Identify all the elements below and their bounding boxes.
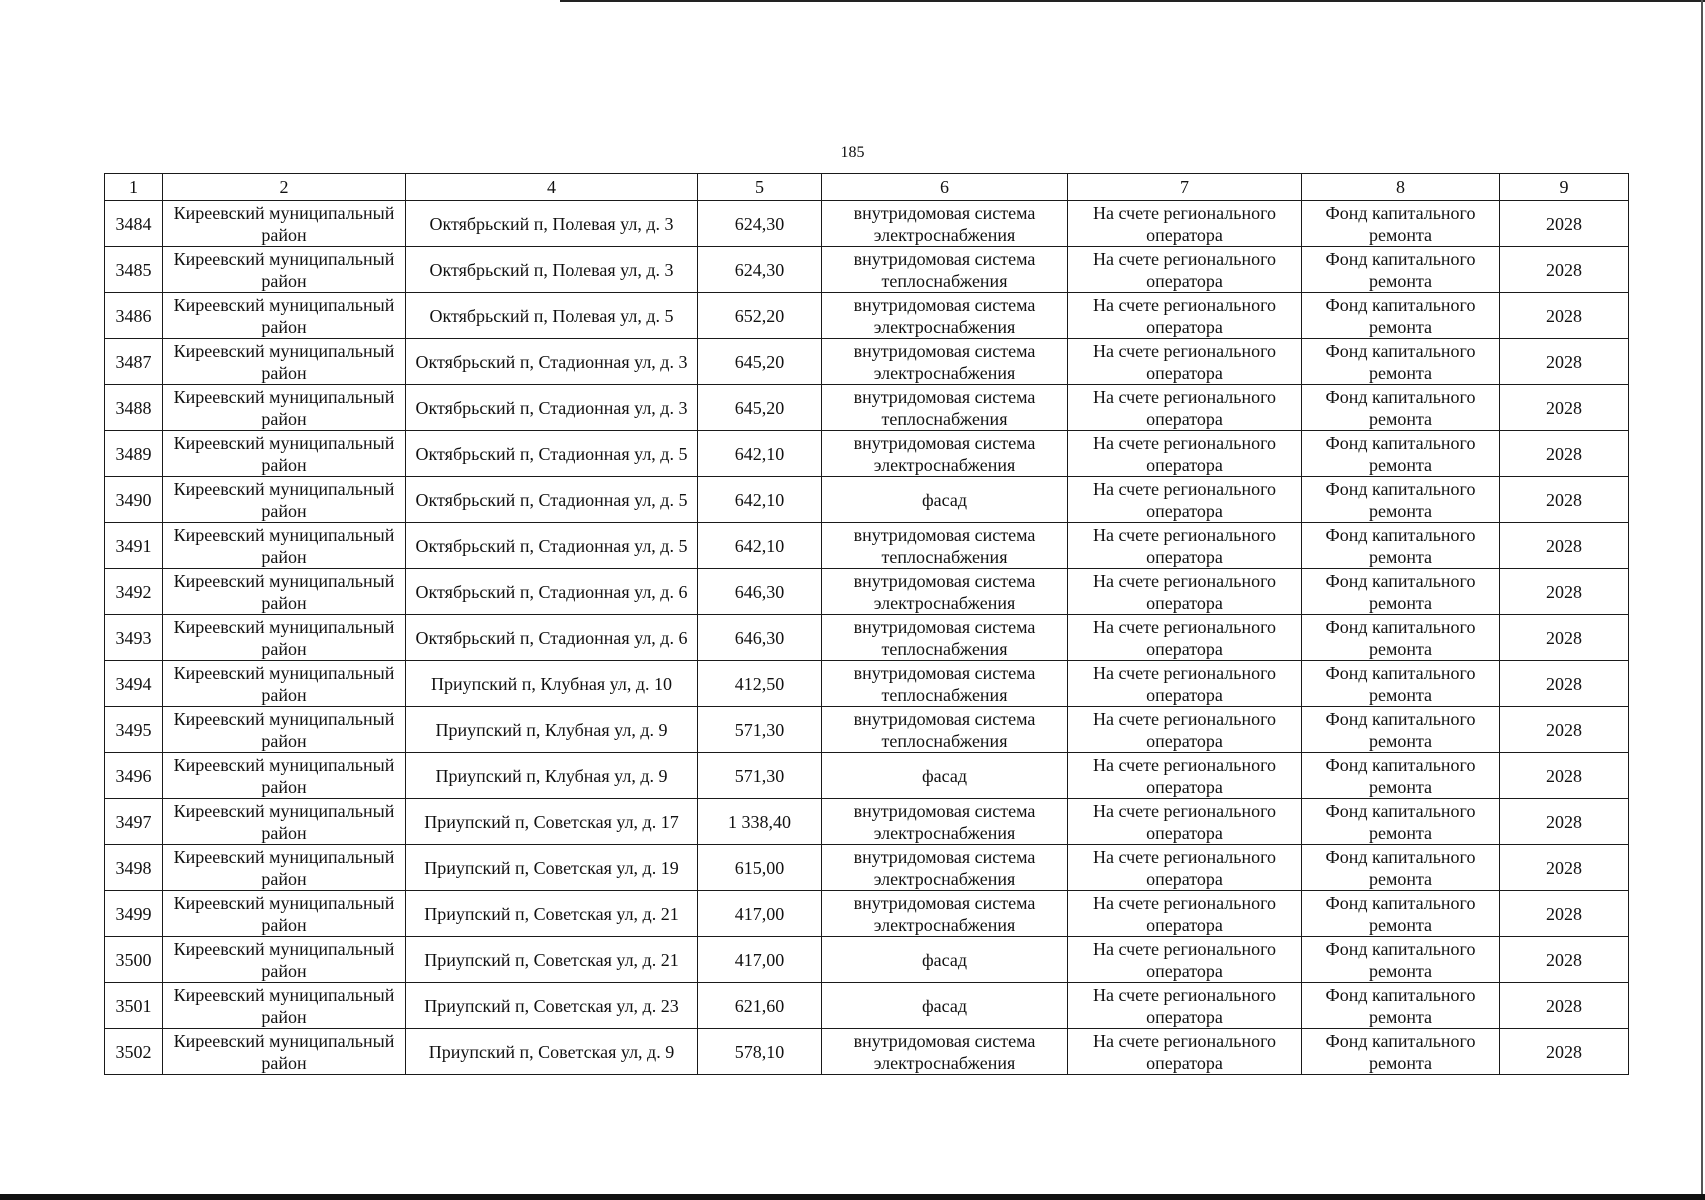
column-header: 4 bbox=[406, 174, 698, 201]
address-cell: Приупский п, Советская ул, д. 23 bbox=[406, 983, 698, 1029]
district-cell: Киреевский муниципальный район bbox=[163, 983, 406, 1029]
area-cell: 642,10 bbox=[698, 477, 822, 523]
row-number-cell: 3500 bbox=[105, 937, 163, 983]
address-cell: Октябрьский п, Стадионная ул, д. 3 bbox=[406, 385, 698, 431]
district-cell: Киреевский муниципальный район bbox=[163, 247, 406, 293]
account-cell: На счете регионального оператора bbox=[1068, 753, 1302, 799]
fund-cell: Фонд капитального ремонта bbox=[1302, 937, 1500, 983]
row-number-cell: 3489 bbox=[105, 431, 163, 477]
fund-cell: Фонд капитального ремонта bbox=[1302, 293, 1500, 339]
area-cell: 417,00 bbox=[698, 937, 822, 983]
area-cell: 571,30 bbox=[698, 753, 822, 799]
column-header: 1 bbox=[105, 174, 163, 201]
table-row bbox=[105, 661, 1629, 707]
area-cell: 624,30 bbox=[698, 247, 822, 293]
district-cell: Киреевский муниципальный район bbox=[163, 431, 406, 477]
work-type-cell: внутридомовая система теплоснабжения bbox=[822, 661, 1068, 707]
work-type-cell: внутридомовая система теплоснабжения bbox=[822, 523, 1068, 569]
fund-cell: Фонд капитального ремонта bbox=[1302, 247, 1500, 293]
row-number-cell: 3499 bbox=[105, 891, 163, 937]
row-number-cell: 3488 bbox=[105, 385, 163, 431]
year-cell: 2028 bbox=[1500, 891, 1629, 937]
area-cell: 646,30 bbox=[698, 569, 822, 615]
account-cell: На счете регионального оператора bbox=[1068, 477, 1302, 523]
work-type-cell: внутридомовая система теплоснабжения bbox=[822, 385, 1068, 431]
district-cell: Киреевский муниципальный район bbox=[163, 891, 406, 937]
work-type-cell: внутридомовая система электроснабжения bbox=[822, 1029, 1068, 1075]
table-row bbox=[105, 201, 1629, 247]
account-cell: На счете регионального оператора bbox=[1068, 845, 1302, 891]
right-edge-line bbox=[1701, 0, 1703, 1200]
address-cell: Приупский п, Советская ул, д. 19 bbox=[406, 845, 698, 891]
fund-cell: Фонд капитального ремонта bbox=[1302, 615, 1500, 661]
area-cell: 652,20 bbox=[698, 293, 822, 339]
work-type-cell: фасад bbox=[822, 983, 1068, 1029]
address-cell: Приупский п, Клубная ул, д. 9 bbox=[406, 753, 698, 799]
row-number-cell: 3493 bbox=[105, 615, 163, 661]
fund-cell: Фонд капитального ремонта bbox=[1302, 983, 1500, 1029]
area-cell: 645,20 bbox=[698, 385, 822, 431]
account-cell: На счете регионального оператора bbox=[1068, 799, 1302, 845]
row-number-cell: 3490 bbox=[105, 477, 163, 523]
row-number-cell: 3487 bbox=[105, 339, 163, 385]
column-header: 5 bbox=[698, 174, 822, 201]
area-cell: 417,00 bbox=[698, 891, 822, 937]
column-header: 7 bbox=[1068, 174, 1302, 201]
year-cell: 2028 bbox=[1500, 845, 1629, 891]
district-cell: Киреевский муниципальный район bbox=[163, 1029, 406, 1075]
work-type-cell: внутридомовая система теплоснабжения bbox=[822, 247, 1068, 293]
row-number-cell: 3496 bbox=[105, 753, 163, 799]
year-cell: 2028 bbox=[1500, 569, 1629, 615]
column-header: 6 bbox=[822, 174, 1068, 201]
work-type-cell: внутридомовая система теплоснабжения bbox=[822, 707, 1068, 753]
area-cell: 621,60 bbox=[698, 983, 822, 1029]
district-cell: Киреевский муниципальный район bbox=[163, 385, 406, 431]
address-cell: Приупский п, Советская ул, д. 21 bbox=[406, 891, 698, 937]
work-type-cell: внутридомовая система электроснабжения bbox=[822, 201, 1068, 247]
district-cell: Киреевский муниципальный район bbox=[163, 523, 406, 569]
table-row bbox=[105, 707, 1629, 753]
address-cell: Октябрьский п, Полевая ул, д. 3 bbox=[406, 201, 698, 247]
address-cell: Приупский п, Клубная ул, д. 10 bbox=[406, 661, 698, 707]
header-row bbox=[105, 174, 1629, 201]
address-cell: Октябрьский п, Стадионная ул, д. 5 bbox=[406, 477, 698, 523]
fund-cell: Фонд капитального ремонта bbox=[1302, 523, 1500, 569]
district-cell: Киреевский муниципальный район bbox=[163, 293, 406, 339]
account-cell: На счете регионального оператора bbox=[1068, 569, 1302, 615]
account-cell: На счете регионального оператора bbox=[1068, 293, 1302, 339]
work-type-cell: фасад bbox=[822, 753, 1068, 799]
account-cell: На счете регионального оператора bbox=[1068, 661, 1302, 707]
year-cell: 2028 bbox=[1500, 385, 1629, 431]
area-cell: 571,30 bbox=[698, 707, 822, 753]
address-cell: Приупский п, Клубная ул, д. 9 bbox=[406, 707, 698, 753]
district-cell: Киреевский муниципальный район bbox=[163, 477, 406, 523]
year-cell: 2028 bbox=[1500, 477, 1629, 523]
row-number-cell: 3494 bbox=[105, 661, 163, 707]
account-cell: На счете регионального оператора bbox=[1068, 891, 1302, 937]
account-cell: На счете регионального оператора bbox=[1068, 983, 1302, 1029]
work-type-cell: внутридомовая система электроснабжения bbox=[822, 845, 1068, 891]
area-cell: 646,30 bbox=[698, 615, 822, 661]
account-cell: На счете регионального оператора bbox=[1068, 707, 1302, 753]
address-cell: Октябрьский п, Полевая ул, д. 5 bbox=[406, 293, 698, 339]
work-type-cell: фасад bbox=[822, 477, 1068, 523]
area-cell: 578,10 bbox=[698, 1029, 822, 1075]
fund-cell: Фонд капитального ремонта bbox=[1302, 339, 1500, 385]
fund-cell: Фонд капитального ремонта bbox=[1302, 891, 1500, 937]
column-header: 8 bbox=[1302, 174, 1500, 201]
address-cell: Октябрьский п, Стадионная ул, д. 5 bbox=[406, 431, 698, 477]
year-cell: 2028 bbox=[1500, 983, 1629, 1029]
registry-table bbox=[104, 173, 1629, 1075]
address-cell: Приупский п, Советская ул, д. 9 bbox=[406, 1029, 698, 1075]
year-cell: 2028 bbox=[1500, 799, 1629, 845]
year-cell: 2028 bbox=[1500, 753, 1629, 799]
year-cell: 2028 bbox=[1500, 1029, 1629, 1075]
table-row bbox=[105, 983, 1629, 1029]
row-number-cell: 3502 bbox=[105, 1029, 163, 1075]
district-cell: Киреевский муниципальный район bbox=[163, 845, 406, 891]
column-header: 9 bbox=[1500, 174, 1629, 201]
fund-cell: Фонд капитального ремонта bbox=[1302, 799, 1500, 845]
row-number-cell: 3491 bbox=[105, 523, 163, 569]
district-cell: Киреевский муниципальный район bbox=[163, 569, 406, 615]
account-cell: На счете регионального оператора bbox=[1068, 201, 1302, 247]
account-cell: На счете регионального оператора bbox=[1068, 431, 1302, 477]
fund-cell: Фонд капитального ремонта bbox=[1302, 201, 1500, 247]
district-cell: Киреевский муниципальный район bbox=[163, 201, 406, 247]
address-cell: Приупский п, Советская ул, д. 21 bbox=[406, 937, 698, 983]
area-cell: 642,10 bbox=[698, 431, 822, 477]
table-row bbox=[105, 431, 1629, 477]
work-type-cell: внутридомовая система электроснабжения bbox=[822, 293, 1068, 339]
work-type-cell: внутридомовая система электроснабжения bbox=[822, 339, 1068, 385]
fund-cell: Фонд капитального ремонта bbox=[1302, 753, 1500, 799]
account-cell: На счете регионального оператора bbox=[1068, 523, 1302, 569]
table-row bbox=[105, 845, 1629, 891]
year-cell: 2028 bbox=[1500, 247, 1629, 293]
account-cell: На счете регионального оператора bbox=[1068, 1029, 1302, 1075]
district-cell: Киреевский муниципальный район bbox=[163, 753, 406, 799]
table-row bbox=[105, 799, 1629, 845]
address-cell: Октябрьский п, Стадионная ул, д. 3 bbox=[406, 339, 698, 385]
area-cell: 624,30 bbox=[698, 201, 822, 247]
area-cell: 642,10 bbox=[698, 523, 822, 569]
fund-cell: Фонд капитального ремонта bbox=[1302, 477, 1500, 523]
work-type-cell: внутридомовая система электроснабжения bbox=[822, 569, 1068, 615]
address-cell: Октябрьский п, Стадионная ул, д. 6 bbox=[406, 569, 698, 615]
area-cell: 615,00 bbox=[698, 845, 822, 891]
row-number-cell: 3498 bbox=[105, 845, 163, 891]
page-number: 185 bbox=[840, 144, 865, 161]
table-row bbox=[105, 523, 1629, 569]
account-cell: На счете регионального оператора bbox=[1068, 339, 1302, 385]
district-cell: Киреевский муниципальный район bbox=[163, 799, 406, 845]
table-body bbox=[105, 201, 1629, 1075]
account-cell: На счете регионального оператора bbox=[1068, 247, 1302, 293]
row-number-cell: 3486 bbox=[105, 293, 163, 339]
table-row bbox=[105, 385, 1629, 431]
district-cell: Киреевский муниципальный район bbox=[163, 661, 406, 707]
bottom-edge-bar bbox=[0, 1194, 1705, 1200]
table-row bbox=[105, 615, 1629, 661]
row-number-cell: 3495 bbox=[105, 707, 163, 753]
table-row bbox=[105, 477, 1629, 523]
year-cell: 2028 bbox=[1500, 661, 1629, 707]
work-type-cell: внутридомовая система электроснабжения bbox=[822, 799, 1068, 845]
work-type-cell: внутридомовая система электроснабжения bbox=[822, 431, 1068, 477]
district-cell: Киреевский муниципальный район bbox=[163, 937, 406, 983]
row-number-cell: 3484 bbox=[105, 201, 163, 247]
area-cell: 412,50 bbox=[698, 661, 822, 707]
account-cell: На счете регионального оператора bbox=[1068, 385, 1302, 431]
year-cell: 2028 bbox=[1500, 615, 1629, 661]
row-number-cell: 3501 bbox=[105, 983, 163, 1029]
address-cell: Октябрьский п, Стадионная ул, д. 6 bbox=[406, 615, 698, 661]
year-cell: 2028 bbox=[1500, 707, 1629, 753]
fund-cell: Фонд капитального ремонта bbox=[1302, 569, 1500, 615]
fund-cell: Фонд капитального ремонта bbox=[1302, 845, 1500, 891]
address-cell: Октябрьский п, Стадионная ул, д. 5 bbox=[406, 523, 698, 569]
column-header: 2 bbox=[163, 174, 406, 201]
table-row bbox=[105, 1029, 1629, 1075]
year-cell: 2028 bbox=[1500, 937, 1629, 983]
table-row bbox=[105, 339, 1629, 385]
table-row bbox=[105, 753, 1629, 799]
year-cell: 2028 bbox=[1500, 431, 1629, 477]
work-type-cell: внутридомовая система электроснабжения bbox=[822, 891, 1068, 937]
district-cell: Киреевский муниципальный район bbox=[163, 707, 406, 753]
area-cell: 1 338,40 bbox=[698, 799, 822, 845]
fund-cell: Фонд капитального ремонта bbox=[1302, 661, 1500, 707]
fund-cell: Фонд капитального ремонта bbox=[1302, 431, 1500, 477]
work-type-cell: внутридомовая система теплоснабжения bbox=[822, 615, 1068, 661]
year-cell: 2028 bbox=[1500, 201, 1629, 247]
account-cell: На счете регионального оператора bbox=[1068, 937, 1302, 983]
year-cell: 2028 bbox=[1500, 339, 1629, 385]
year-cell: 2028 bbox=[1500, 293, 1629, 339]
table-row bbox=[105, 247, 1629, 293]
top-edge-line bbox=[560, 0, 1705, 2]
district-cell: Киреевский муниципальный район bbox=[163, 339, 406, 385]
row-number-cell: 3492 bbox=[105, 569, 163, 615]
account-cell: На счете регионального оператора bbox=[1068, 615, 1302, 661]
fund-cell: Фонд капитального ремонта bbox=[1302, 385, 1500, 431]
table-row bbox=[105, 293, 1629, 339]
row-number-cell: 3485 bbox=[105, 247, 163, 293]
year-cell: 2028 bbox=[1500, 523, 1629, 569]
address-cell: Октябрьский п, Полевая ул, д. 3 bbox=[406, 247, 698, 293]
area-cell: 645,20 bbox=[698, 339, 822, 385]
district-cell: Киреевский муниципальный район bbox=[163, 615, 406, 661]
table-row bbox=[105, 891, 1629, 937]
table-row bbox=[105, 937, 1629, 983]
address-cell: Приупский п, Советская ул, д. 17 bbox=[406, 799, 698, 845]
work-type-cell: фасад bbox=[822, 937, 1068, 983]
row-number-cell: 3497 bbox=[105, 799, 163, 845]
fund-cell: Фонд капитального ремонта bbox=[1302, 1029, 1500, 1075]
table-row bbox=[105, 569, 1629, 615]
fund-cell: Фонд капитального ремонта bbox=[1302, 707, 1500, 753]
